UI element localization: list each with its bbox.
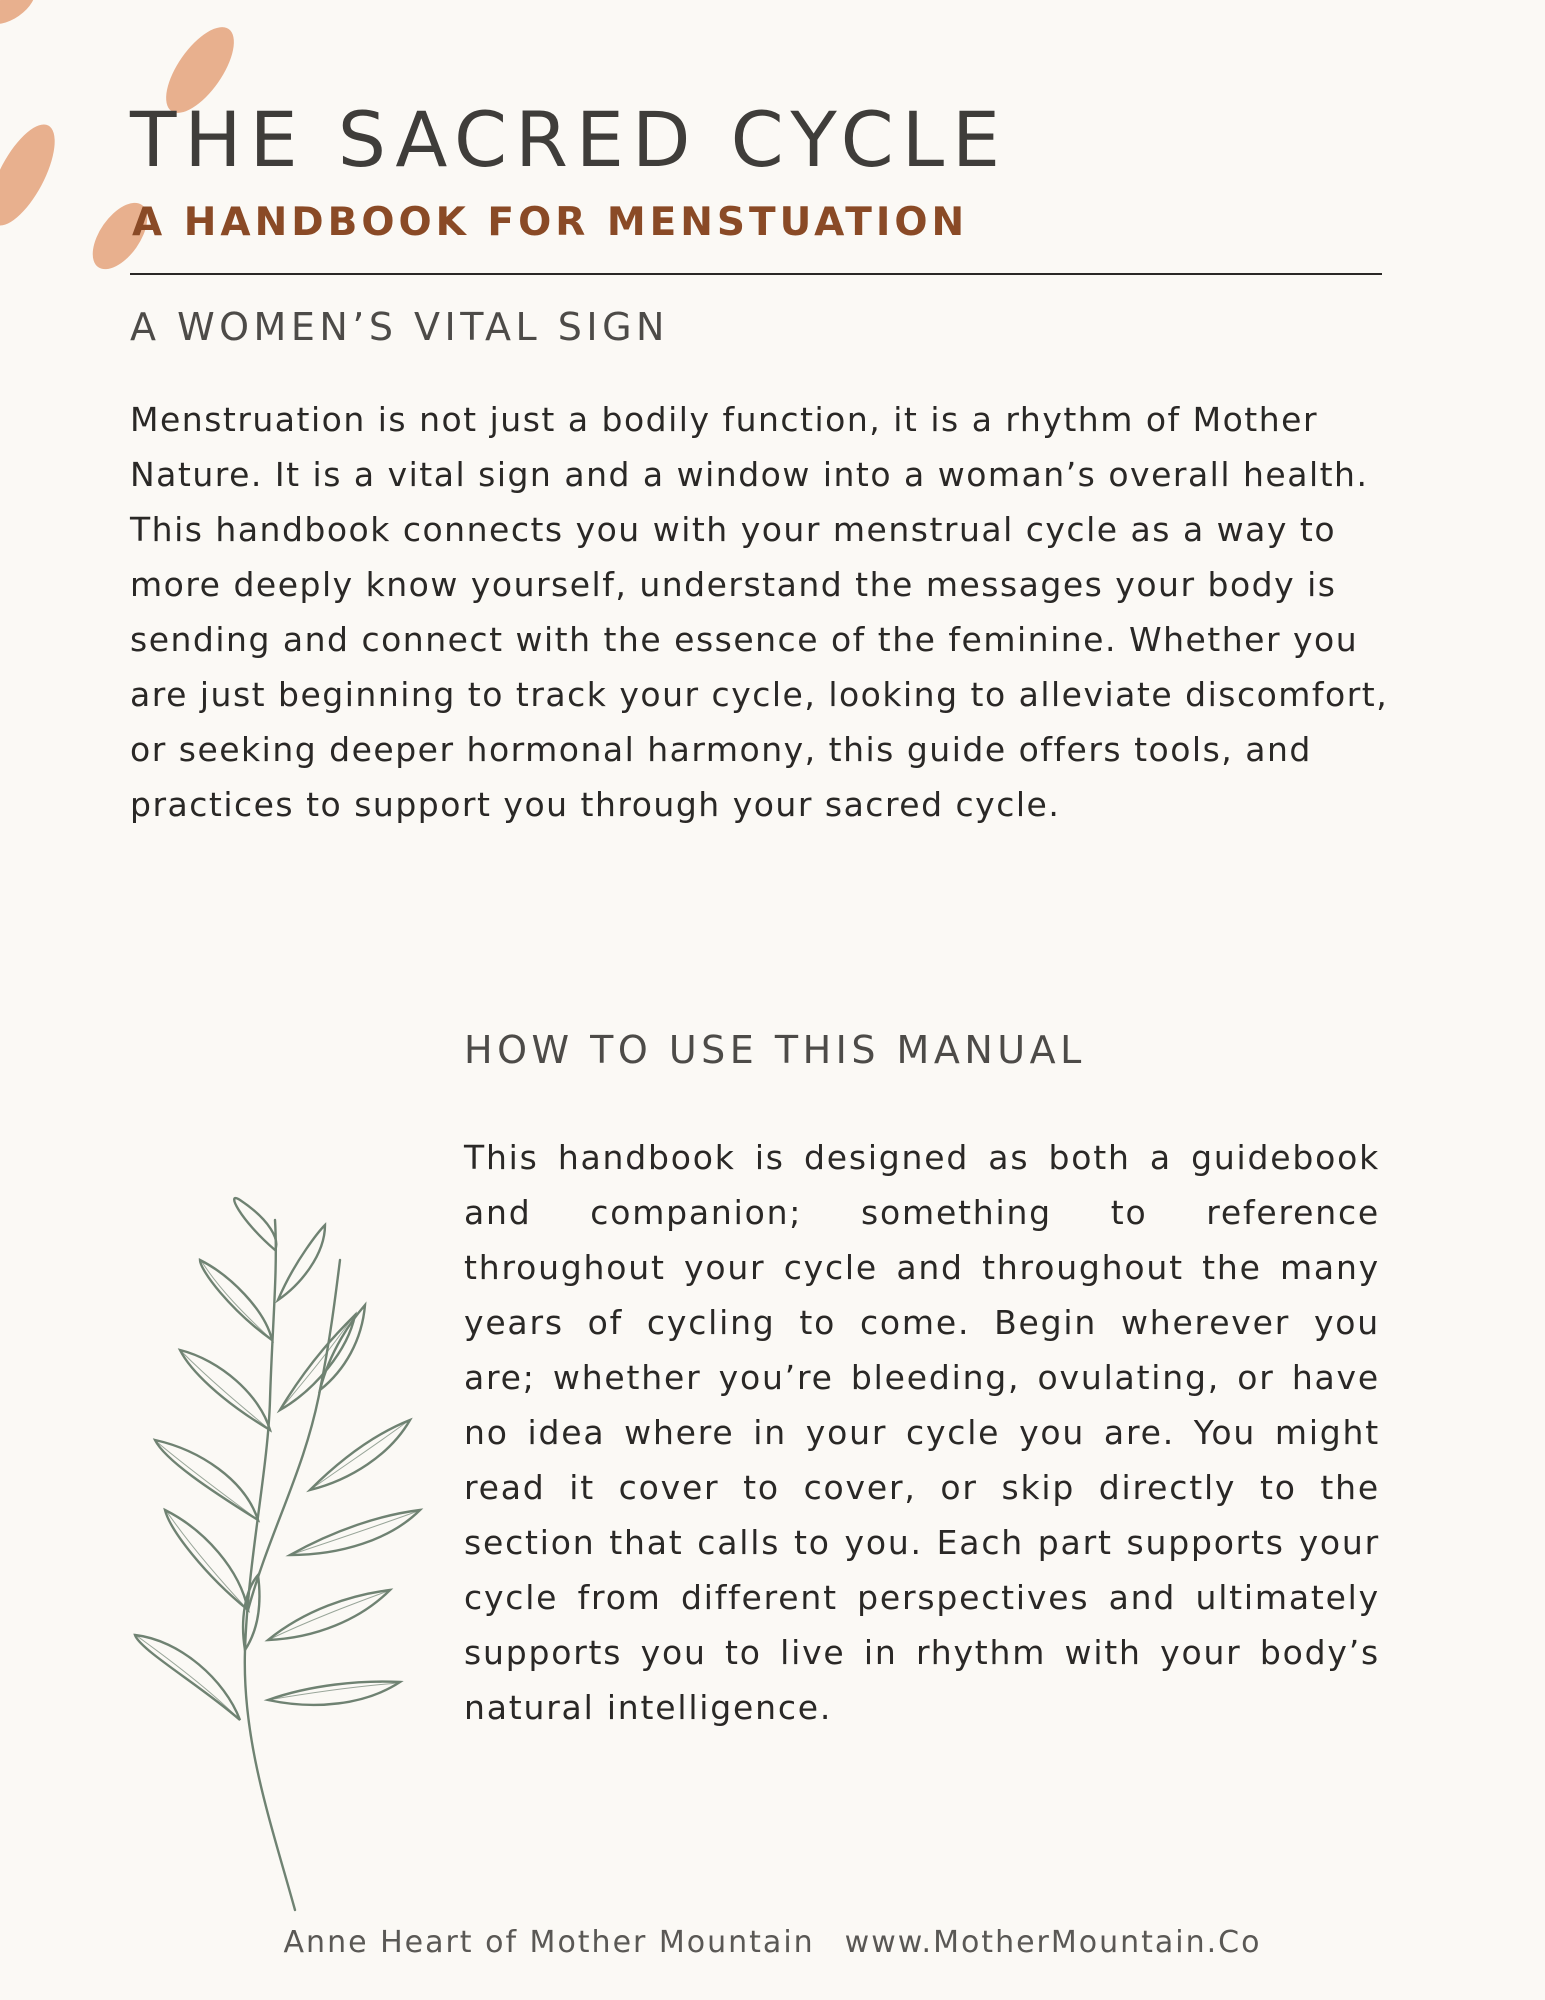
footer [0,1925,1545,1960]
section-body-vital-sign: Menstruation is not just a bodily function, it is a rhythm of Mother Nature. It is a vital sign and a window into a woman’s overall health. This handbook connects you with your menstrual cycle as a way to more deeply know yourself, understand the messages your body is sending and connect with the essence of the feminine. Whether you are just beginning to track your cycle, looking to alleviate discomfort, or seeking deeper hormonal harmony, this guide offers tools, and practices to support you through your sacred cycle. [130,400,1389,824]
section-heading-how-to-use: HOW TO USE THIS MANUAL [464,1028,1086,1072]
page-subtitle: A HANDBOOK FOR MENSTUATION [132,200,969,245]
footer-author: Anne Heart of Mother Mountain [283,1925,815,1960]
footer-website-link[interactable]: www.MotherMountain.Co [844,1925,1262,1960]
title-divider [130,273,1382,275]
section-heading-vital-sign: A WOMEN’S VITAL SIGN [130,305,669,349]
page-title: THE SACRED CYCLE [130,95,1009,184]
section-body-how-to-use: This handbook is designed as both a guidebook and companion; something to reference throughout your cycle and throughout the many years of cycling to come. Begin wherever you are; whether you’re bleeding, ovulating, or have no idea where in your cycle you are. You might read it cover to cover, or skip directly to the section that calls to you. Each part supports your cycle from different perspectives and ultimately supports you to live in rhythm with your body’s natural intelligence. [464,1138,1380,1727]
leafy-branch-icon [120,1180,440,1920]
